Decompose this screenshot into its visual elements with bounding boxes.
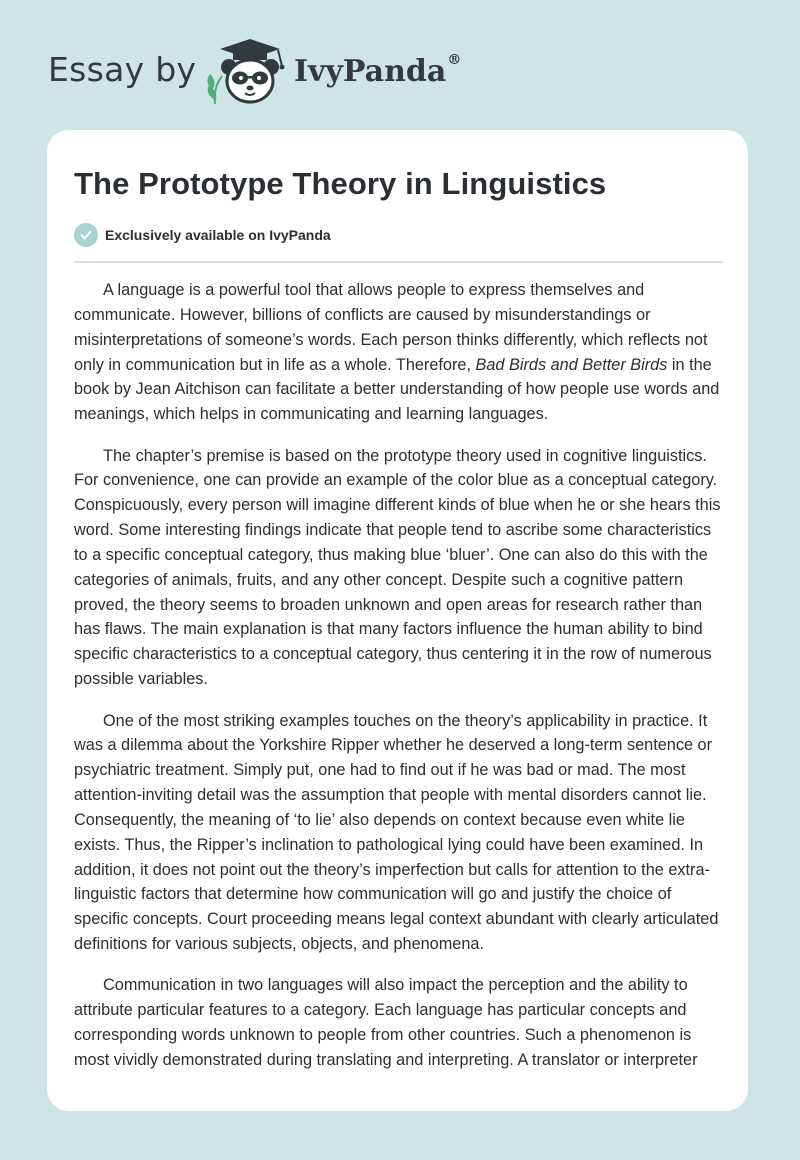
site-header bbox=[0, 0, 800, 130]
brand-prefix: Essay by bbox=[48, 50, 197, 89]
brand-name[interactable]: IvyPanda® bbox=[294, 52, 462, 89]
divider bbox=[74, 261, 723, 263]
check-circle-icon bbox=[74, 223, 98, 247]
exclusive-badge bbox=[74, 222, 331, 248]
badge-text: Exclusively available on IvyPanda bbox=[105, 227, 331, 243]
page-title: The Prototype Theory in Linguistics bbox=[74, 166, 607, 201]
book-title: Bad Birds and Better Birds bbox=[475, 355, 668, 374]
essay-body bbox=[74, 278, 729, 1089]
paragraph: A language is a powerful tool that allows people to express themselves and communicate. However, billions of conflicts are caused by misunderstandings or misinterpretations of someone’s words. Each person thinks differently, which reflects not only in communication but in life as a whole. Therefore, Bad Birds and Better Birds in the book by Jean Aitchison can facilitate a better understanding of how people use words and meanings, which helps in communicating and learning languages. bbox=[74, 281, 720, 424]
panda-graduate-icon[interactable] bbox=[200, 36, 292, 108]
essay-card bbox=[47, 130, 748, 1111]
paragraph: Communication in two languages will also impact the perception and the ability to attribute particular features to a category. Each language has particular concepts and corresponding words unknown to people from other countries. Such a phenomenon is most vividly demonstrated during translating and interpreting. A translator or interpreter bbox=[74, 976, 698, 1069]
registered-mark: ® bbox=[447, 52, 462, 68]
paragraph: One of the most striking examples touches on the theory’s applicability in practice. It was a dilemma about the Yorkshire Ripper whether he deserved a long-term sentence or psychiatric treatment. Simply put, one had to find out if he was bad or mad. The most attention-inviting detail was the assumption that people with mental disorders cannot lie. Consequently, the meaning of ‘to lie’ also depends on context because even white lie exists. Thus, the Ripper’s inclination to pathological lying could have been examined. In addition, it does not point out the theory’s imperfection but calls for attention to the extra-linguistic factors that determine how communication will go and justify the choice of specific concepts. Court proceeding means legal context abundant with clearly articulated definitions for various subjects, objects, and phenomena. bbox=[74, 711, 719, 954]
paragraph: The chapter’s premise is based on the prototype theory used in cognitive linguistics. For convenience, one can provide an example of the color blue as a conceptual category. Conspicuously, every person will imagine different kinds of blue when he or she hears this word. Some interesting findings indicate that people tend to ascribe some characteristics to a specific conceptual category, thus making blue ‘bluer’. One can also do this with the categories of animals, fruits, and any other concept. Despite such a cognitive pattern proved, the theory seems to broaden unknown and open areas for research rather than has flaws. The main explanation is that many factors influence the human ability to bind specific characteristics to a conceptual category, thus centering it in the row of numerous possible variables. bbox=[74, 446, 721, 689]
